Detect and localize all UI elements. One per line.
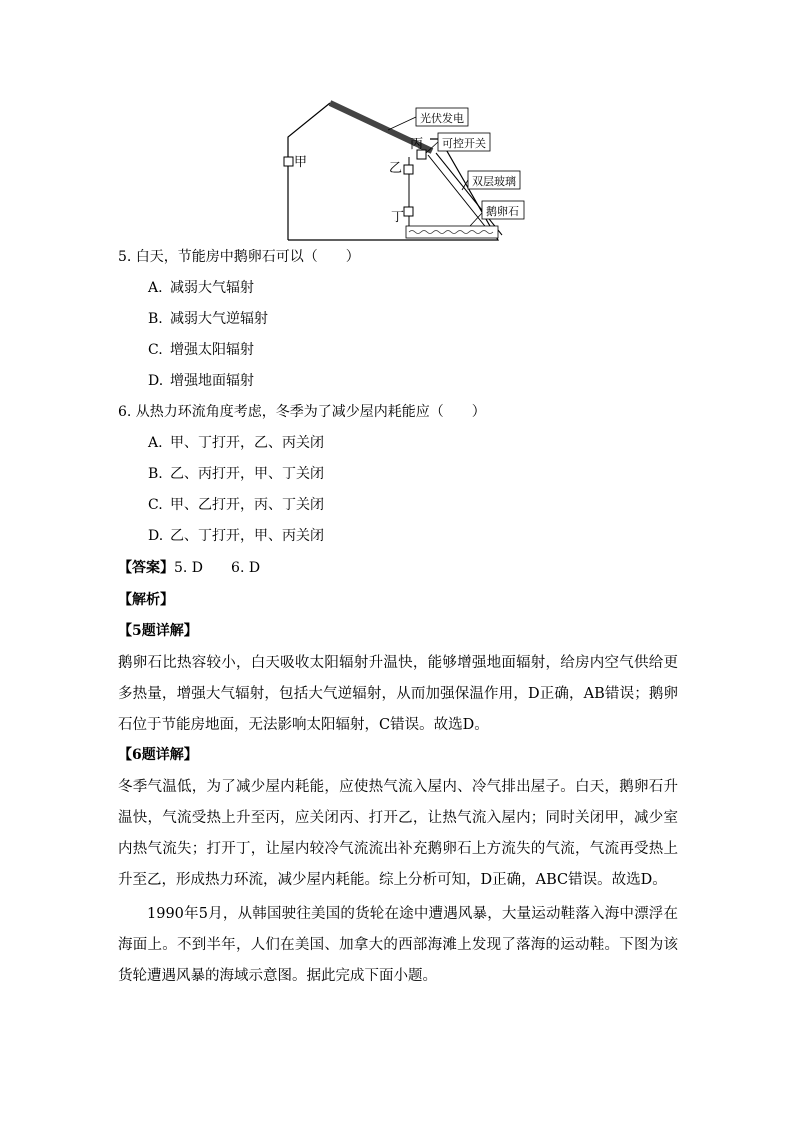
q6-option-c[interactable]: [148, 495, 324, 515]
answer-line: [118, 558, 260, 578]
answer-5: 5. D: [174, 560, 204, 576]
label-jia: 甲: [294, 155, 308, 170]
callout-pebbles: 鹅卵石: [486, 205, 519, 218]
q5-option-a[interactable]: [148, 278, 254, 298]
q5-option-b[interactable]: [148, 309, 268, 329]
option-text: 乙、丙打开，甲、丁关闭: [170, 466, 324, 482]
option-letter: D.: [148, 373, 164, 389]
pebble-layer: [406, 226, 498, 238]
callout-glass: 双层玻璃: [472, 175, 516, 188]
q6-option-a[interactable]: [148, 433, 324, 453]
option-text: 增强地面辐射: [170, 373, 254, 389]
option-letter: B.: [148, 466, 163, 482]
vent-ding[interactable]: [404, 207, 413, 216]
label-ding: 丁: [391, 210, 405, 225]
q6-detail-text: 冬季气温低，为了减少屋内耗能，应使热气流入屋内、冷气排出屋子。白天，鹅卵石升温快，气流受热上升至丙，应关闭丙、打开乙，让热气流入屋内；同时关闭甲，减少室内热气流失；打开丁，让屋内较冷气流流出补充鹅卵石上方流失的气流，气流再受热上升至乙，形成热力环流，减少屋内耗能。综上分析可知，D正确，ABC错误。故选D。: [118, 779, 678, 888]
option-letter: A.: [148, 435, 163, 451]
option-text: 增强太阳辐射: [170, 342, 254, 358]
option-letter: C.: [148, 342, 163, 358]
option-text: 甲、乙打开，丙、丁关闭: [170, 497, 324, 513]
callout-pv: 光伏发电: [420, 112, 464, 125]
question-5-stem: 5. 白天，节能房中鹅卵石可以（ ）: [118, 249, 360, 265]
q5-option-d[interactable]: [148, 371, 254, 391]
q6-option-b[interactable]: [148, 464, 324, 484]
answer-label: 【答案】: [118, 560, 174, 576]
option-text: 减弱大气逆辐射: [170, 311, 268, 327]
q6-option-d[interactable]: [148, 526, 324, 546]
vent-jia[interactable]: [284, 157, 293, 166]
option-text: 减弱大气辐射: [170, 280, 254, 296]
house-left-roof: [288, 103, 330, 240]
next-passage: 1990年5月，从韩国驶往美国的货轮在途中遭遇风暴，大量运动鞋落入海中漂浮在海面上。不到半年，人们在美国、加拿大的西部海滩上发现了落海的运动鞋。下图为该货轮遭遇风暴的海域示意图。据此完成下面小题。: [118, 906, 678, 984]
option-text: 甲、丁打开，乙、丙关闭: [170, 435, 324, 451]
q6-detail-label: 【6题详解】: [118, 747, 198, 763]
double-glass-inner: [428, 155, 492, 235]
option-text: 乙、丁打开，甲、丙关闭: [170, 528, 324, 544]
answer-6: 6. D: [231, 560, 261, 576]
analysis-label: 【解析】: [118, 592, 174, 608]
label-yi: 乙: [389, 161, 403, 176]
option-letter: C.: [148, 497, 163, 513]
vent-yi[interactable]: [404, 165, 413, 174]
option-letter: D.: [148, 528, 164, 544]
q5-detail-text: 鹅卵石比热容较小，白天吸收太阳辐射升温快，能够增强地面辐射，给房内空气供给更多热量，增强大气辐射，包括大气逆辐射，从而加强保温作用，D正确，AB错误；鹅卵石位于节能房地面，无法影响太阳辐射，C错误。故选D。: [118, 655, 678, 733]
option-letter: A.: [148, 280, 163, 296]
leader-pv: [388, 117, 416, 130]
energy-saving-house-diagram: [270, 95, 530, 245]
q5-option-c[interactable]: [148, 340, 254, 360]
double-glass-outer: [436, 153, 502, 235]
option-letter: B.: [148, 311, 163, 327]
question-6-stem: 6. 从热力环流角度考虑，冬季为了减少屋内耗能应（ ）: [118, 404, 486, 420]
label-bing: 丙: [410, 137, 424, 152]
q5-detail-label: 【5题详解】: [118, 623, 198, 639]
callout-switch: 可控开关: [442, 137, 486, 150]
